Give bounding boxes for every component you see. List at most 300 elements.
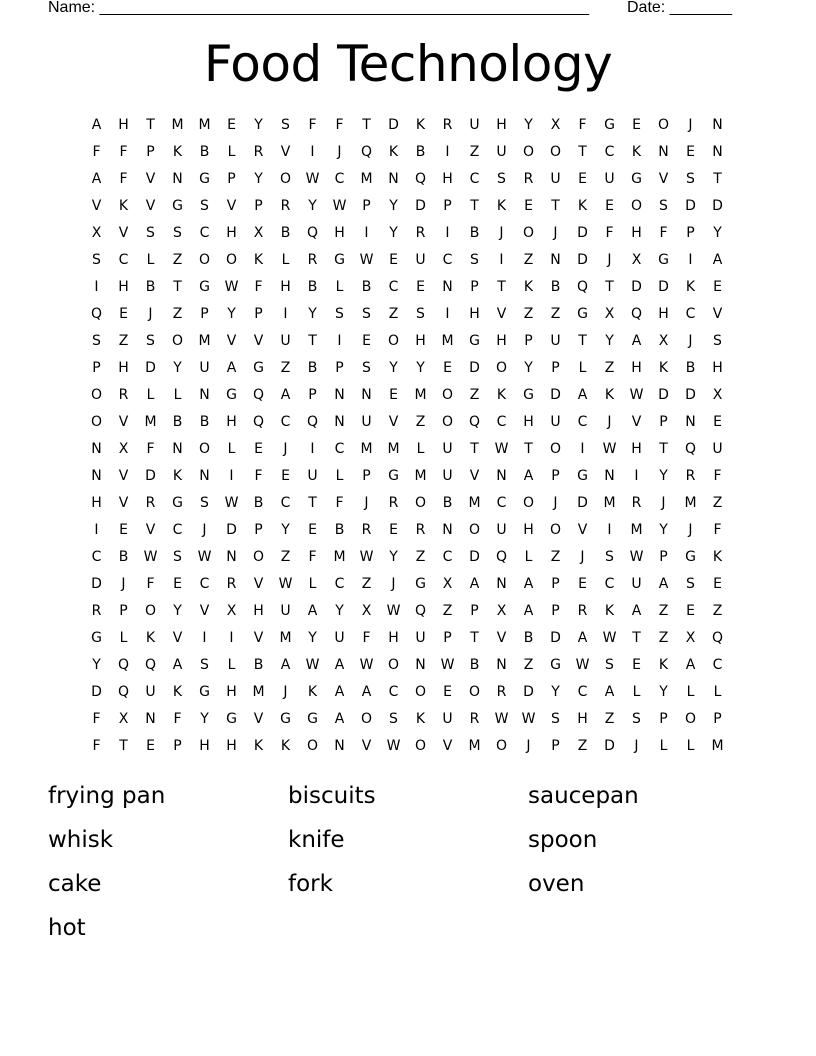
grid-letter: Z — [172, 251, 183, 268]
grid-letter: U — [550, 332, 561, 349]
grid-letter: L — [686, 683, 695, 700]
grid-letter: W — [386, 602, 401, 619]
word-search-grid — [83, 111, 731, 759]
grid-letter: L — [578, 359, 587, 376]
grid-letter: D — [145, 467, 156, 484]
grid-letter: V — [442, 737, 453, 754]
grid-letter: R — [685, 467, 696, 484]
grid-letter: C — [685, 305, 696, 322]
grid-letter: S — [92, 332, 101, 349]
grid-letter: E — [227, 116, 236, 133]
grid-letter: Y — [200, 710, 209, 727]
grid-letter: E — [389, 386, 398, 403]
grid-letter: Q — [252, 386, 265, 403]
grid-letter: K — [577, 197, 588, 214]
grid-letter: C — [334, 575, 345, 592]
grid-letter: D — [577, 224, 588, 241]
grid-letter: N — [334, 737, 345, 754]
grid-letter: L — [335, 467, 344, 484]
grid-letter: Y — [308, 197, 317, 214]
grid-letter: N — [496, 656, 507, 673]
grid-letter: E — [362, 332, 371, 349]
grid-letter: V — [496, 629, 507, 646]
grid-letter: L — [335, 278, 344, 295]
grid-letter: C — [442, 251, 453, 268]
grid-letter: A — [334, 656, 345, 673]
grid-letter: P — [200, 305, 209, 322]
grid-letter: U — [280, 602, 291, 619]
grid-letter: O — [90, 413, 103, 430]
grid-letter: A — [91, 116, 102, 133]
grid-letter: E — [308, 521, 317, 538]
grid-letter: H — [442, 170, 453, 187]
grid-letter: D — [415, 197, 426, 214]
grid-letter: H — [199, 737, 210, 754]
grid-letter: Z — [550, 548, 561, 565]
grid-letter: B — [199, 143, 210, 160]
grid-letter: K — [496, 386, 507, 403]
grid-letter: D — [712, 197, 723, 214]
grid-letter: Z — [658, 602, 669, 619]
grid-letter: S — [686, 170, 695, 187]
grid-letter: H — [226, 683, 237, 700]
grid-letter: G — [388, 467, 399, 484]
grid-letter: F — [362, 629, 371, 646]
grid-letter: T — [551, 197, 560, 214]
grid-letter: S — [173, 548, 182, 565]
grid-letter: P — [227, 170, 236, 187]
grid-letter: U — [415, 251, 426, 268]
grid-letter: T — [308, 494, 317, 511]
grid-letter: A — [523, 602, 534, 619]
grid-letter: V — [199, 602, 210, 619]
grid-letter: V — [253, 710, 264, 727]
grid-letter: H — [253, 602, 264, 619]
grid-letter: K — [712, 548, 723, 565]
grid-letter: F — [308, 116, 317, 133]
grid-letter: C — [199, 224, 210, 241]
grid-letter: M — [252, 683, 265, 700]
grid-letter: U — [307, 467, 318, 484]
grid-letter: B — [550, 278, 561, 295]
grid-letter: Z — [658, 629, 669, 646]
grid-letter: L — [281, 251, 290, 268]
grid-letter: X — [118, 440, 129, 457]
grid-letter: A — [523, 467, 534, 484]
grid-letter: V — [388, 413, 399, 430]
grid-letter: V — [361, 737, 372, 754]
grid-letter: G — [685, 548, 696, 565]
grid-letter: O — [90, 386, 103, 403]
grid-letter: E — [119, 521, 128, 538]
grid-letter: P — [659, 413, 668, 430]
grid-letter: D — [685, 197, 696, 214]
grid-letter: G — [226, 710, 237, 727]
grid-letter: N — [442, 278, 453, 295]
grid-letter: O — [495, 359, 508, 376]
grid-letter: X — [226, 602, 237, 619]
grid-letter: N — [415, 656, 426, 673]
date-field[interactable]: Date: _______ — [627, 0, 732, 16]
grid-letter: L — [686, 737, 695, 754]
grid-letter: L — [173, 386, 182, 403]
grid-letter: G — [631, 170, 642, 187]
page-title: Food Technology — [203, 35, 613, 93]
grid-letter: J — [607, 251, 612, 268]
grid-letter: V — [577, 521, 588, 538]
grid-letter: M — [360, 440, 373, 457]
grid-letter: C — [334, 170, 345, 187]
grid-letter: J — [634, 737, 639, 754]
grid-letter: B — [118, 548, 129, 565]
grid-letter: M — [279, 629, 292, 646]
grid-letter: V — [145, 197, 156, 214]
grid-letter: O — [360, 710, 373, 727]
grid-letter: R — [280, 197, 291, 214]
word-list-item: spoon — [528, 827, 598, 853]
grid-letter: V — [118, 224, 129, 241]
grid-letter: C — [712, 656, 723, 673]
grid-letter: V — [145, 170, 156, 187]
grid-letter: O — [441, 413, 454, 430]
grid-letter: J — [688, 521, 693, 538]
grid-letter: O — [441, 386, 454, 403]
grid-letter: E — [416, 278, 425, 295]
grid-letter: S — [605, 656, 614, 673]
grid-letter: L — [416, 440, 425, 457]
grid-letter: Y — [551, 683, 560, 700]
grid-letter: A — [631, 332, 642, 349]
grid-letter: E — [146, 737, 155, 754]
grid-letter: G — [577, 467, 588, 484]
grid-letter: Y — [389, 548, 398, 565]
grid-letter: B — [469, 656, 480, 673]
grid-letter: N — [334, 413, 345, 430]
grid-letter: K — [307, 683, 318, 700]
grid-letter: W — [359, 656, 374, 673]
grid-letter: V — [469, 467, 480, 484]
grid-letter: K — [631, 143, 642, 160]
grid-letter: U — [280, 332, 291, 349]
grid-letter: G — [550, 656, 561, 673]
grid-letter: D — [469, 548, 480, 565]
grid-letter: X — [631, 251, 642, 268]
grid-letter: N — [712, 116, 723, 133]
grid-letter: T — [713, 170, 722, 187]
grid-letter: B — [307, 278, 318, 295]
grid-letter: M — [144, 413, 157, 430]
grid-letter: A — [334, 683, 345, 700]
grid-letter: T — [470, 629, 479, 646]
grid-letter: M — [414, 386, 427, 403]
grid-letter: F — [605, 224, 614, 241]
grid-letter: V — [118, 494, 129, 511]
grid-letter: L — [146, 386, 155, 403]
word-list-item: biscuits — [288, 783, 376, 809]
grid-letter: S — [713, 332, 722, 349]
grid-letter: X — [496, 602, 507, 619]
grid-letter: N — [145, 710, 156, 727]
grid-letter: Q — [684, 440, 697, 457]
grid-letter: W — [305, 656, 320, 673]
grid-letter: Z — [523, 251, 534, 268]
grid-letter: A — [577, 629, 588, 646]
grid-letter: R — [415, 224, 426, 241]
grid-letter: F — [578, 116, 587, 133]
grid-letter: A — [334, 710, 345, 727]
grid-letter: S — [146, 224, 155, 241]
grid-letter: P — [335, 359, 344, 376]
grid-letter: L — [119, 629, 128, 646]
grid-letter: H — [226, 737, 237, 754]
grid-letter: V — [253, 332, 264, 349]
grid-letter: X — [712, 386, 723, 403]
grid-letter: U — [442, 710, 453, 727]
grid-letter: N — [334, 386, 345, 403]
grid-letter: T — [578, 143, 587, 160]
grid-letter: A — [91, 170, 102, 187]
grid-letter: R — [388, 494, 399, 511]
grid-letter: R — [307, 251, 318, 268]
grid-letter: Z — [388, 305, 399, 322]
grid-letter: M — [468, 494, 481, 511]
grid-letter: E — [632, 656, 641, 673]
grid-letter: Y — [254, 170, 263, 187]
grid-letter: Q — [90, 305, 103, 322]
grid-letter: Z — [523, 656, 534, 673]
grid-letter: X — [604, 305, 615, 322]
grid-letter: D — [388, 116, 399, 133]
grid-letter: D — [145, 359, 156, 376]
grid-letter: T — [524, 440, 533, 457]
grid-letter: G — [469, 332, 480, 349]
grid-letter: S — [281, 116, 290, 133]
grid-letter: J — [283, 683, 288, 700]
grid-letter: Y — [389, 359, 398, 376]
grid-letter: M — [198, 116, 211, 133]
grid-letter: P — [659, 710, 668, 727]
grid-letter: I — [337, 332, 342, 349]
grid-letter: K — [604, 602, 615, 619]
grid-letter: Q — [117, 683, 130, 700]
grid-letter: V — [712, 305, 723, 322]
grid-letter: E — [443, 359, 452, 376]
grid-letter: P — [92, 359, 101, 376]
grid-letter: R — [469, 710, 480, 727]
grid-letter: K — [496, 197, 507, 214]
grid-letter: N — [91, 467, 102, 484]
grid-letter: T — [497, 278, 506, 295]
grid-letter: Y — [335, 602, 344, 619]
grid-letter: T — [632, 629, 641, 646]
grid-letter: F — [92, 143, 101, 160]
grid-letter: D — [577, 494, 588, 511]
grid-letter: E — [173, 575, 182, 592]
grid-letter: O — [387, 332, 400, 349]
grid-letter: J — [499, 224, 504, 241]
grid-letter: P — [470, 602, 479, 619]
grid-letter: A — [307, 602, 318, 619]
grid-letter: V — [172, 629, 183, 646]
grid-letter: Z — [172, 305, 183, 322]
grid-letter: K — [685, 278, 696, 295]
grid-letter: Z — [550, 305, 561, 322]
grid-letter: S — [632, 710, 641, 727]
grid-letter: J — [283, 440, 288, 457]
grid-letter: K — [145, 629, 156, 646]
grid-letter: N — [604, 467, 615, 484]
grid-letter: R — [523, 170, 534, 187]
grid-letter: J — [580, 548, 585, 565]
grid-letter: N — [496, 575, 507, 592]
grid-letter: D — [631, 278, 642, 295]
grid-letter: P — [254, 521, 263, 538]
grid-letter: P — [362, 197, 371, 214]
name-field[interactable]: Name: _______________________________________________________ — [48, 0, 589, 16]
grid-letter: Q — [252, 413, 265, 430]
grid-letter: D — [658, 386, 669, 403]
grid-letter: O — [522, 143, 535, 160]
grid-letter: Y — [281, 521, 290, 538]
grid-letter: Z — [469, 386, 480, 403]
grid-letter: I — [229, 629, 234, 646]
grid-letter: Q — [576, 278, 589, 295]
grid-letter: N — [712, 143, 723, 160]
grid-letter: P — [551, 737, 560, 754]
grid-letter: I — [310, 143, 315, 160]
grid-letter: K — [118, 197, 129, 214]
grid-letter: J — [148, 305, 153, 322]
grid-letter: G — [604, 116, 615, 133]
grid-letter: C — [577, 413, 588, 430]
grid-letter: H — [118, 359, 129, 376]
grid-letter: Y — [254, 116, 263, 133]
grid-letter: G — [658, 251, 669, 268]
grid-letter: U — [334, 629, 345, 646]
grid-letter: A — [631, 602, 642, 619]
grid-letter: O — [468, 521, 481, 538]
grid-letter: K — [172, 467, 183, 484]
grid-letter: F — [119, 143, 128, 160]
grid-letter: P — [470, 278, 479, 295]
grid-letter: C — [91, 548, 102, 565]
grid-letter: C — [280, 494, 291, 511]
grid-letter: P — [173, 737, 182, 754]
grid-letter: Y — [227, 305, 236, 322]
grid-letter: Y — [173, 602, 182, 619]
grid-letter: G — [577, 305, 588, 322]
grid-letter: F — [254, 467, 263, 484]
grid-letter: T — [470, 440, 479, 457]
grid-letter: V — [631, 413, 642, 430]
grid-letter: V — [253, 575, 264, 592]
word-list-item: hot — [48, 915, 86, 941]
grid-letter: U — [469, 116, 480, 133]
grid-letter: N — [388, 170, 399, 187]
grid-letter: G — [199, 683, 210, 700]
grid-letter: U — [145, 683, 156, 700]
grid-letter: C — [442, 548, 453, 565]
grid-letter: M — [198, 332, 211, 349]
grid-letter: S — [497, 170, 506, 187]
word-list-item: oven — [528, 871, 585, 897]
grid-letter: R — [118, 386, 129, 403]
grid-letter: W — [278, 575, 293, 592]
grid-letter: K — [658, 359, 669, 376]
grid-letter: M — [630, 521, 643, 538]
grid-letter: N — [496, 467, 507, 484]
grid-letter: W — [521, 710, 536, 727]
grid-letter: E — [713, 278, 722, 295]
grid-letter: O — [684, 710, 697, 727]
grid-letter: B — [415, 143, 426, 160]
grid-letter: P — [254, 197, 263, 214]
grid-letter: Y — [416, 359, 425, 376]
grid-letter: F — [335, 116, 344, 133]
grid-letter: H — [469, 305, 480, 322]
grid-letter: H — [658, 305, 669, 322]
grid-letter: W — [386, 737, 401, 754]
grid-letter: H — [631, 224, 642, 241]
grid-letter: W — [629, 386, 644, 403]
grid-letter: P — [713, 710, 722, 727]
grid-letter: Z — [118, 332, 129, 349]
grid-letter: K — [604, 386, 615, 403]
grid-letter: Y — [308, 305, 317, 322]
grid-letter: O — [225, 251, 238, 268]
grid-letter: P — [551, 602, 560, 619]
grid-letter: T — [659, 440, 668, 457]
grid-letter: W — [440, 656, 455, 673]
grid-letter: K — [658, 656, 669, 673]
grid-letter: W — [494, 440, 509, 457]
grid-letter: R — [145, 494, 156, 511]
grid-letter: L — [227, 143, 236, 160]
grid-letter: K — [415, 710, 426, 727]
grid-letter: M — [171, 116, 184, 133]
grid-letter: X — [442, 575, 453, 592]
grid-letter: U — [550, 413, 561, 430]
grid-letter: K — [388, 143, 399, 160]
grid-letter: H — [712, 359, 723, 376]
grid-letter: H — [91, 494, 102, 511]
grid-letter: K — [253, 737, 264, 754]
grid-letter: B — [361, 278, 372, 295]
grid-letter: W — [575, 656, 590, 673]
grid-letter: S — [551, 710, 560, 727]
grid-letter: A — [577, 386, 588, 403]
grid-letter: B — [469, 224, 480, 241]
grid-letter: Y — [389, 197, 398, 214]
grid-letter: F — [659, 224, 668, 241]
grid-letter: R — [496, 683, 507, 700]
grid-letter: F — [713, 467, 722, 484]
grid-letter: F — [92, 710, 101, 727]
grid-letter: H — [523, 521, 534, 538]
grid-letter: Z — [604, 710, 615, 727]
grid-letter: V — [118, 467, 129, 484]
grid-letter: Z — [415, 548, 426, 565]
grid-letter: O — [198, 251, 211, 268]
grid-letter: I — [283, 305, 288, 322]
grid-letter: O — [198, 440, 211, 457]
grid-letter: P — [551, 359, 560, 376]
grid-letter: Y — [605, 332, 614, 349]
grid-letter: R — [415, 521, 426, 538]
grid-letter: E — [578, 170, 587, 187]
grid-letter: M — [333, 548, 346, 565]
grid-letter: B — [253, 494, 264, 511]
